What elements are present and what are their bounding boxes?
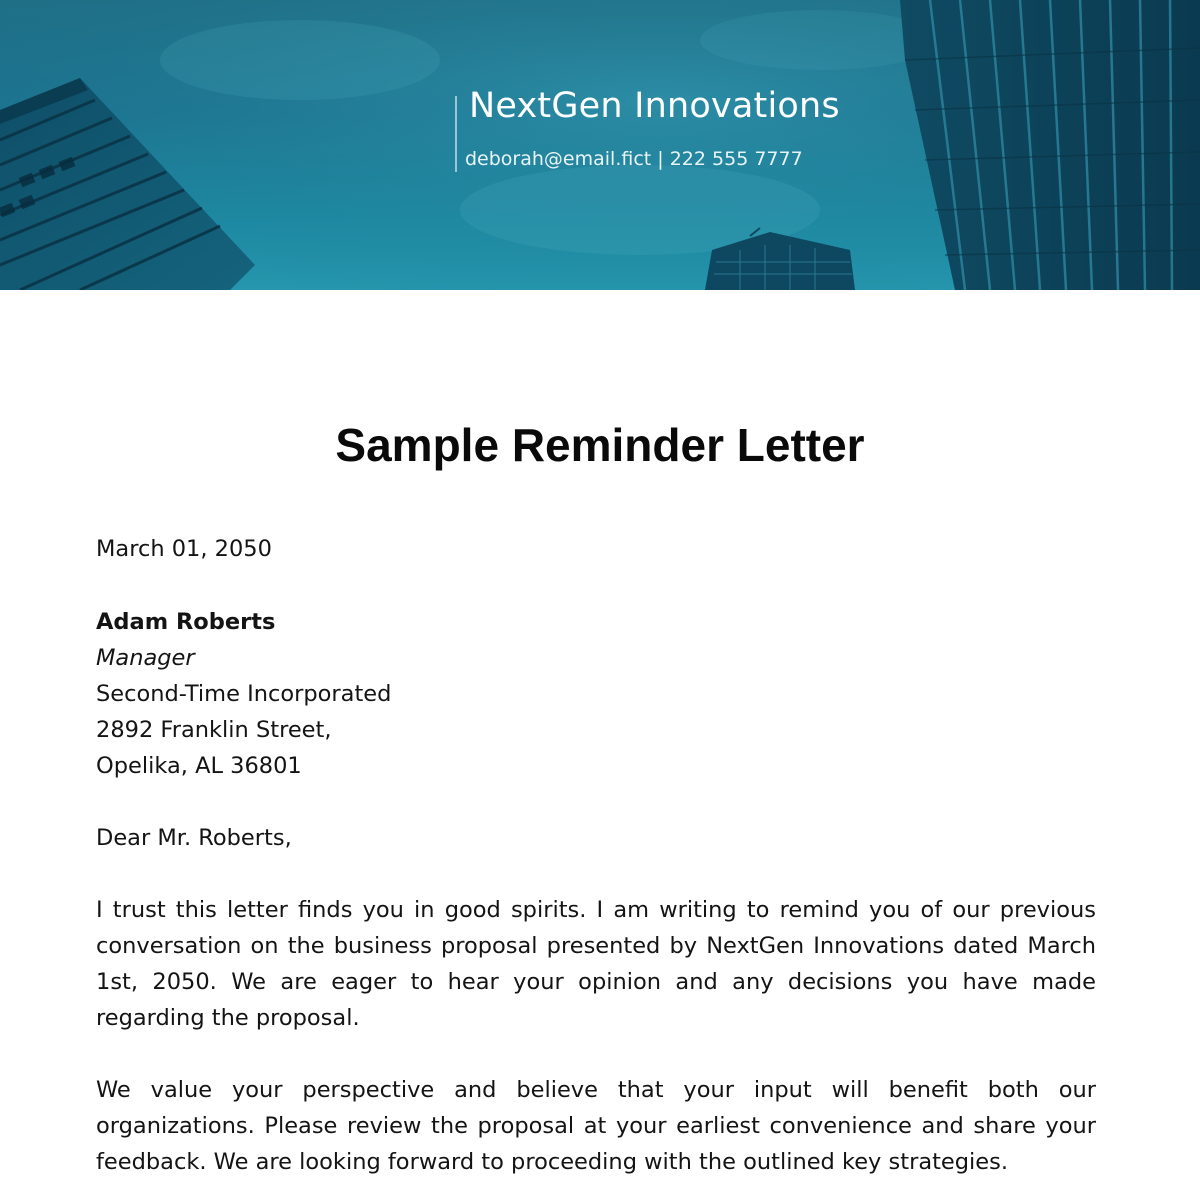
company-contact: deborah@email.fict | 222 555 7777 [465, 148, 803, 170]
company-brand-block [455, 86, 887, 172]
recipient-city: Opelika, AL 36801 [96, 753, 302, 779]
body-paragraph-1: I trust this letter finds you in good spirits. I am writing to remind you of our previous conversation on the business proposal presented by NextGen Innovations dated March 1st, 2050. We are eager to hear your opinion and any decisions you have made regarding the proposal. [96, 897, 1096, 1031]
letter-title: Sample Reminder Letter [335, 419, 865, 471]
recipient-block [96, 604, 1096, 784]
letter-greeting: Dear Mr. Roberts, [96, 825, 292, 851]
recipient-role: Manager [96, 645, 195, 671]
body-paragraph-2: We value your perspective and believe that your input will benefit both our organizations. Please review the proposal at your earliest convenience and share your feedback. We are looking forward to proceeding with the outlined key strategies. [96, 1077, 1096, 1175]
company-name: NextGen Innovations [469, 86, 840, 126]
letter-date: March 01, 2050 [96, 536, 272, 562]
recipient-street: 2892 Franklin Street, [96, 717, 332, 743]
header-banner [0, 0, 1200, 290]
recipient-company: Second-Time Incorporated [96, 681, 392, 707]
recipient-name: Adam Roberts [96, 609, 276, 635]
